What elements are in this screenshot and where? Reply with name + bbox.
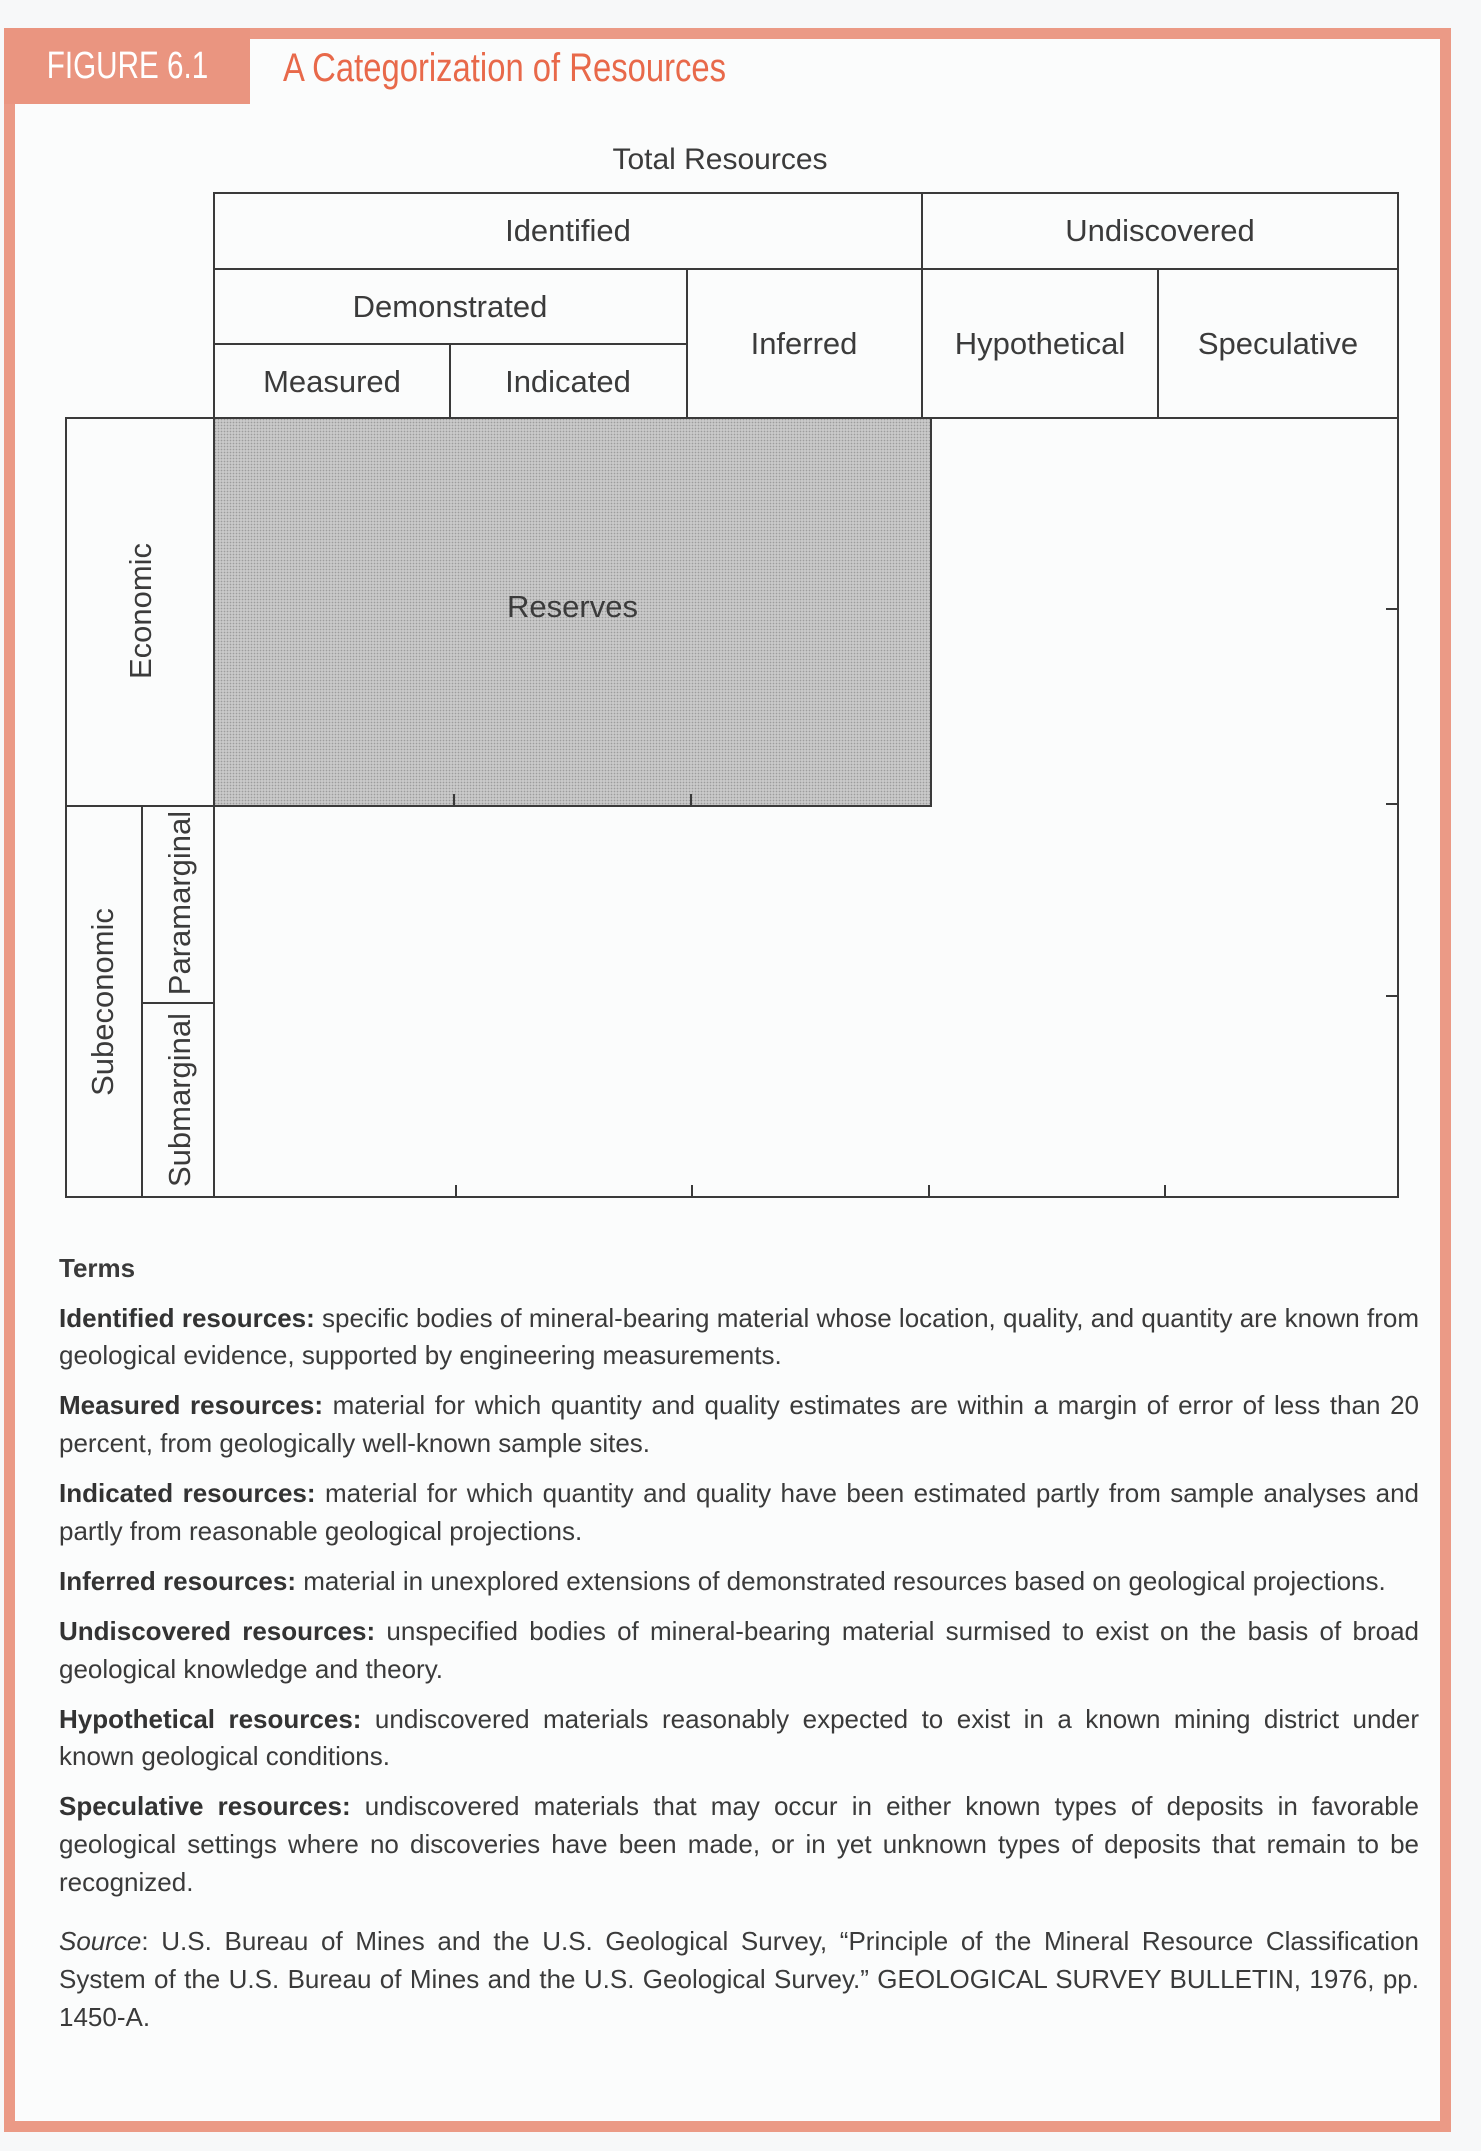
term-item: [59, 1387, 1419, 1462]
demonstrated-header: Demonstrated: [352, 288, 548, 324]
term-definition: material for which quantity and quality estimates are within a margin of error of less than 20 percent, from geologically well-known sample sites.: [59, 1390, 1419, 1459]
grid-line: [213, 192, 1399, 194]
inferred-header: Inferred: [750, 326, 858, 361]
grid-line: [213, 268, 1399, 270]
tick-mark: [1386, 803, 1398, 805]
term-name: Measured resources:: [59, 1390, 323, 1421]
grid-line: [1397, 192, 1399, 1198]
grid-line: [686, 268, 688, 419]
paramarginal-label: Paramarginal: [162, 810, 197, 996]
tick-mark: [928, 1185, 930, 1197]
term-item: [59, 1300, 1419, 1375]
term-item: [59, 1563, 1419, 1601]
source-text: : U.S. Bureau of Mines and the U.S. Geological Survey, “Principle of the Mineral Resource Classification System of the U.S. Bureau of Mines and the U.S. Geological Survey.” GEOLOGICAL SURVEY BULLETIN, 1976, pp. 1450-A.: [59, 1926, 1419, 2032]
term-definition: specific bodies of mineral-bearing material whose location, quality, and quantity are known from geological evidence, supported by engineering measurements.: [59, 1302, 1419, 1371]
term-name: Speculative resources:: [59, 1791, 351, 1822]
grid-line: [213, 192, 215, 1198]
undiscovered-header: Undiscovered: [1065, 213, 1255, 248]
tick-mark: [453, 794, 455, 806]
tick-mark: [1164, 1185, 1166, 1197]
source-citation: [59, 1923, 1419, 2036]
grid-line: [65, 417, 1399, 419]
economic-label: Economic: [123, 542, 158, 680]
tick-mark: [1386, 608, 1398, 610]
term-definition: material in unexplored extensions of demonstrated resources based on geological projections.: [295, 1565, 1386, 1596]
tick-mark: [690, 794, 692, 806]
hypothetical-header: Hypothetical: [954, 326, 1126, 361]
tick-mark: [455, 1185, 457, 1197]
figure-title: A Categorization of Resources: [283, 46, 727, 90]
tick-mark: [691, 1185, 693, 1197]
indicated-header: Indicated: [505, 363, 631, 399]
grid-line: [930, 417, 932, 807]
grid-line: [141, 1002, 215, 1004]
term-item: [59, 1613, 1419, 1688]
terms-heading: Terms: [59, 1253, 136, 1283]
grid-line: [921, 192, 923, 419]
total-resources-label: Total Resources: [612, 143, 828, 176]
grid-line: [449, 343, 451, 419]
term-definition: material for which quantity and quality have been estimated partly from sample analyses and partly from reasonable geological projections.: [59, 1478, 1420, 1546]
reserves-label: Reserves: [507, 589, 638, 624]
grid-line: [65, 1196, 1399, 1198]
submarginal-label: Submarginal: [162, 1012, 197, 1188]
grid-line: [1157, 268, 1159, 419]
term-definition: unspecified bodies of mineral-bearing material surmised to exist on the basis of broad geological knowledge and theory.: [59, 1615, 1419, 1684]
term-name: Identified resources:: [59, 1302, 315, 1333]
grid-line: [65, 805, 932, 807]
term-name: Undiscovered resources:: [59, 1615, 376, 1646]
term-name: Indicated resources:: [59, 1478, 316, 1509]
term-item: [59, 1475, 1419, 1550]
grid-line: [65, 417, 67, 1198]
term-definition: undiscovered materials reasonably expected to exist in a known mining district under known geological conditions.: [59, 1703, 1419, 1772]
term-name: Hypothetical resources:: [59, 1703, 362, 1734]
speculative-header: Speculative: [1197, 326, 1359, 361]
tick-mark: [1386, 995, 1398, 997]
identified-header: Identified: [505, 213, 631, 248]
term-name: Inferred resources:: [59, 1565, 296, 1596]
term-item: [59, 1788, 1419, 1901]
subeconomic-label: Subeconomic: [85, 908, 120, 1096]
terms-section: [59, 1250, 1419, 2036]
measured-header: Measured: [263, 363, 401, 399]
term-item: [59, 1701, 1419, 1776]
figure-label: FIGURE 6.1: [4, 28, 250, 104]
term-definition: undiscovered materials that may occur in either known types of deposits in favorable geological settings where no discoveries have been made, or in yet unknown types of deposits that remain to be recognized.: [59, 1791, 1419, 1897]
source-label: Source: [59, 1926, 142, 1957]
